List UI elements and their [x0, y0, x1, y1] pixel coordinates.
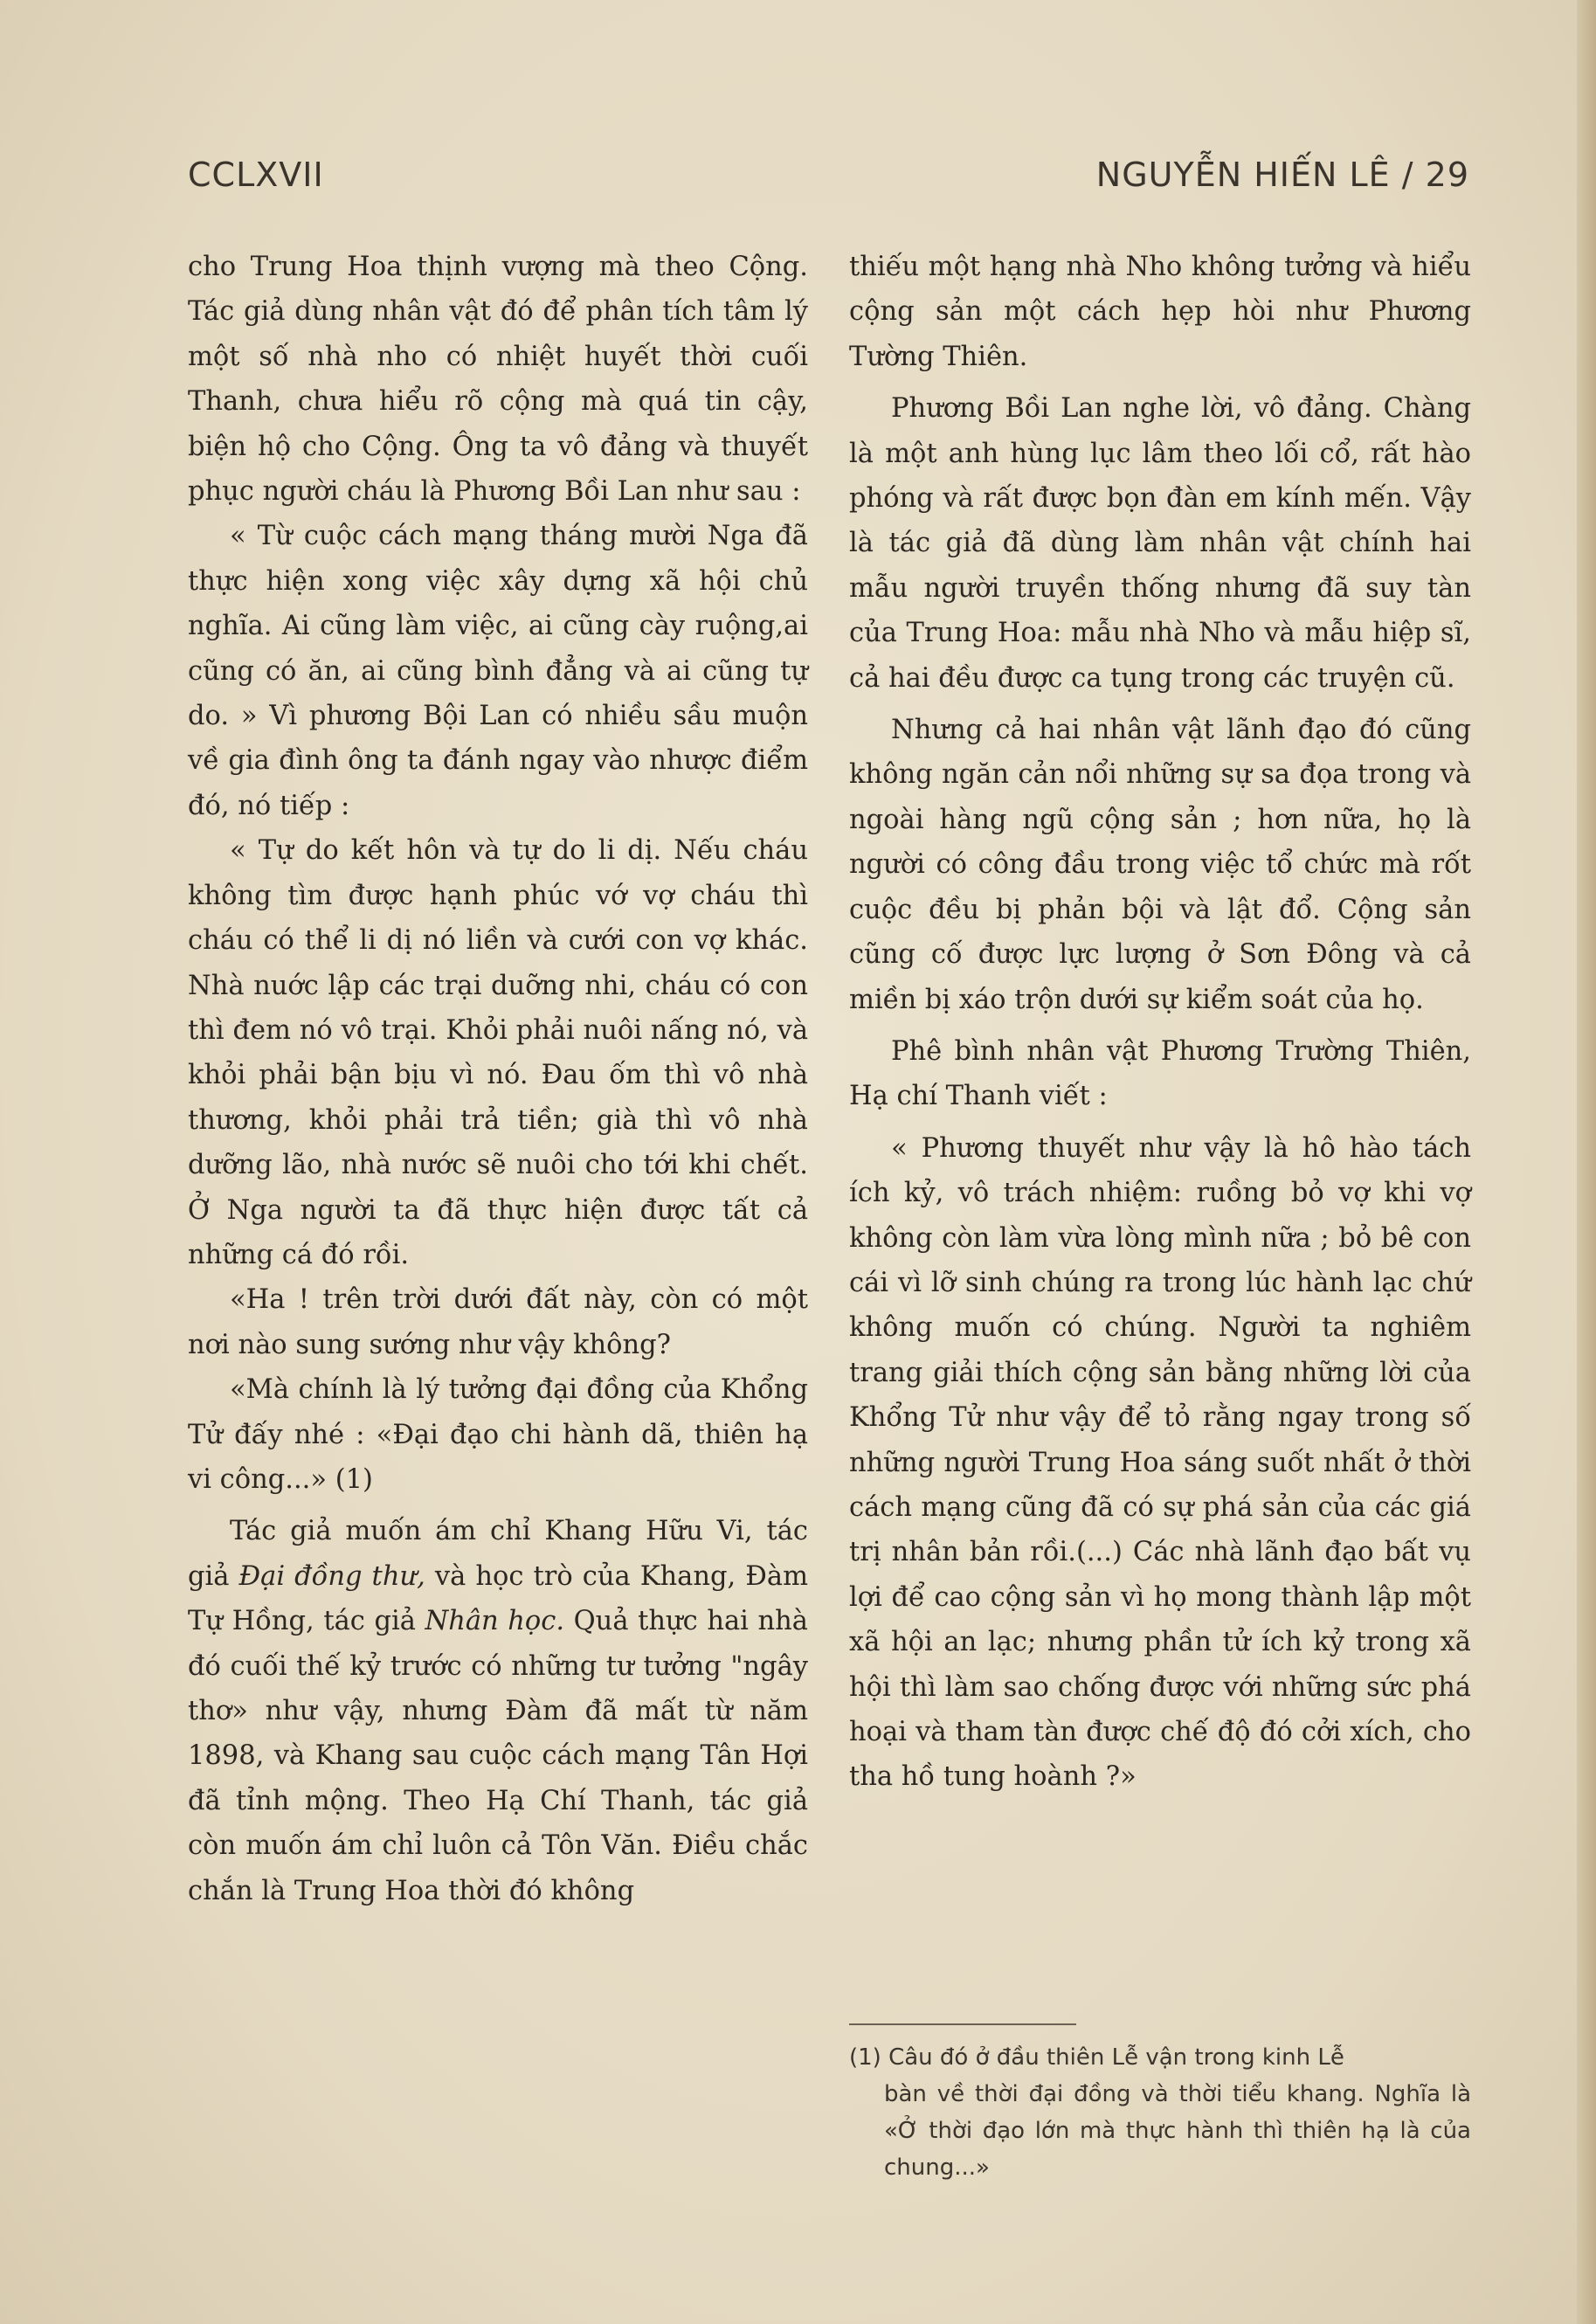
paragraph: thiếu một hạng nhà Nho không tưởng và hiểu cộng sản một cách hẹp hòi như Phương Tường Thiên.: [849, 252, 1471, 372]
book-title: Nhân học.: [425, 1606, 565, 1637]
text-run: Quả thực hai nhà đó cuối thế kỷ trước có những tư tưởng "ngây thơ» như vậy, nhưng Đàm đã mất từ năm 1898, và Khang sau cuộc cách mạng Tân Hợi đã tỉnh mộng. Theo Hạ Chí Thanh, tác giả còn muốn ám chỉ luôn cả Tôn Văn. Điều chắc chắn là Trung Hoa thời đó không: [188, 1606, 808, 1906]
paragraph: Phương Bồi Lan nghe lời, vô đảng. Chàng là một anh hùng lục lâm theo lối cổ, rất hào phóng và rất được bọn đàn em kính mến. Vậy là tác giả đã dùng làm nhân vật chính hai mẫu người truyền thống nhưng đã suy tàn của Trung Hoa: mẫu nhà Nho và mẫu hiệp sĩ, cả hai đều được ca tụng trong các truyện cũ.: [849, 393, 1471, 694]
footnote-line: bàn về thời đại đồng và thời tiểu khang. Nghĩa là «Ở thời đạo lớn mà thực hành thì thiên hạ là của chung...»: [884, 2081, 1471, 2181]
right-column: [849, 245, 1471, 1800]
paragraph: Phê bình nhân vật Phương Trường Thiên, Hạ chí Thanh viết :: [849, 1035, 1471, 1112]
footnote-line: (1) Câu đó ở đầu thiên Lễ vận trong kinh Lễ: [849, 2044, 1344, 2071]
chapter-number: CCLXVII: [188, 156, 324, 194]
page-edge-shadow: [1577, 0, 1596, 2324]
text-run: và học trò của Khang, Đàm Tự Hồng, tác giả: [188, 1560, 808, 1637]
quote-paragraph: « Tự do kết hôn và tự do li dị. Nếu cháu không tìm được hạnh phúc vớ vợ cháu thì cháu có thể li dị nó liền và cưới con vợ khác. Nhà nuớc lập các trại duỡng nhi, cháu có con thì đem nó vô trại. Khỏi phải nuôi nấng nó, và khỏi phải bận bịu vì nó. Đau ốm thì vô nhà thương, khỏi phải trả tiền; già thì vô nhà dưỡng lão, nhà nước sẽ nuôi cho tới khi chết. Ở Nga người ta đã thực hiện được tất cả những cá đó rồi.: [188, 835, 808, 1270]
quote-paragraph: « Phương thuyết như vậy là hô hào tách ích kỷ, vô trách nhiệm: ruồng bỏ vợ khi vợ không còn làm vừa lòng mình nữa ; bỏ bê con cái vì lỡ sinh chúng ra trong lúc hành lạc chứ không muốn có chúng. Người ta nghiêm trang giải thích cộng sản bằng những lời của Khổng Tử như vậy để tỏ rằng ngay trong số những người Trung Hoa sáng suốt nhất ở thời cách mạng cũng đã có sự phá sản của các giá trị nhân bản rồi.(...) Các nhà lãnh đạo bất vụ lợi để cao cộng sản vì họ mong thành lập một xã hội an lạc; nhưng phần tử ích kỷ trong xã hội thì làm sao chống được với những sức phá hoại và tham tàn được chế độ đó cởi xích, cho tha hồ tung hoành ?»: [849, 1132, 1471, 1793]
author-page-number: NGUYỄN HIẾN LÊ / 29: [1095, 156, 1469, 194]
book-title: Đại đồng thư,: [238, 1560, 425, 1592]
quote-paragraph: «Mà chính là lý tưởng đại đồng của Khổng Tử đấy nhé : «Đại đạo chi hành dã, thiên hạ vi công...» (1): [188, 1374, 808, 1495]
left-column: [188, 245, 808, 1913]
text-run: Tác giả muốn ám chỉ Khang Hữu Vi, tác giả: [188, 1516, 808, 1592]
paragraph: [188, 1509, 808, 1913]
page-header: [188, 156, 1469, 208]
footnote-divider: [849, 2023, 1076, 2025]
quote-paragraph: «Ha ! trên trời dưới đất này, còn có một nơi nào sung sướng như vậy không?: [188, 1284, 808, 1360]
paragraph: Nhưng cả hai nhân vật lãnh đạo đó cũng không ngăn cản nổi những sự sa đọa trong và ngoài hàng ngũ cộng sản ; hơn nữa, họ là người có công đầu trong việc tổ chức mà rốt cuộc đều bị phản bội và lật đổ. Cộng sản cũng cố được lực lượng ở Sơn Đông và cả miền bị xáo trộn dưới sự kiểm soát của họ.: [849, 715, 1471, 1015]
footnote: [849, 2039, 1471, 2186]
quote-paragraph: « Từ cuộc cách mạng tháng mười Nga đã thực hiện xong việc xây dựng xã hội chủ nghĩa. Ai cũng làm việc, ai cũng cày ruộng,ai cũng có ăn, ai cũng bình đẳng và ai cũng tự do. » Vì phương Bội Lan có nhiều sầu muộn về gia đình ông ta đánh ngay vào nhược điểm đó, nó tiếp :: [188, 521, 808, 821]
paragraph: cho Trung Hoa thịnh vượng mà theo Cộng. Tác giả dùng nhân vật đó để phân tích tâm lý một số nhà nho có nhiệt huyết thời cuối Thanh, chưa hiểu rõ cộng mà quá tin cậy, biện hộ cho Cộng. Ông ta vô đảng và thuyết phục người cháu là Phương Bồi Lan như sau :: [188, 252, 808, 508]
